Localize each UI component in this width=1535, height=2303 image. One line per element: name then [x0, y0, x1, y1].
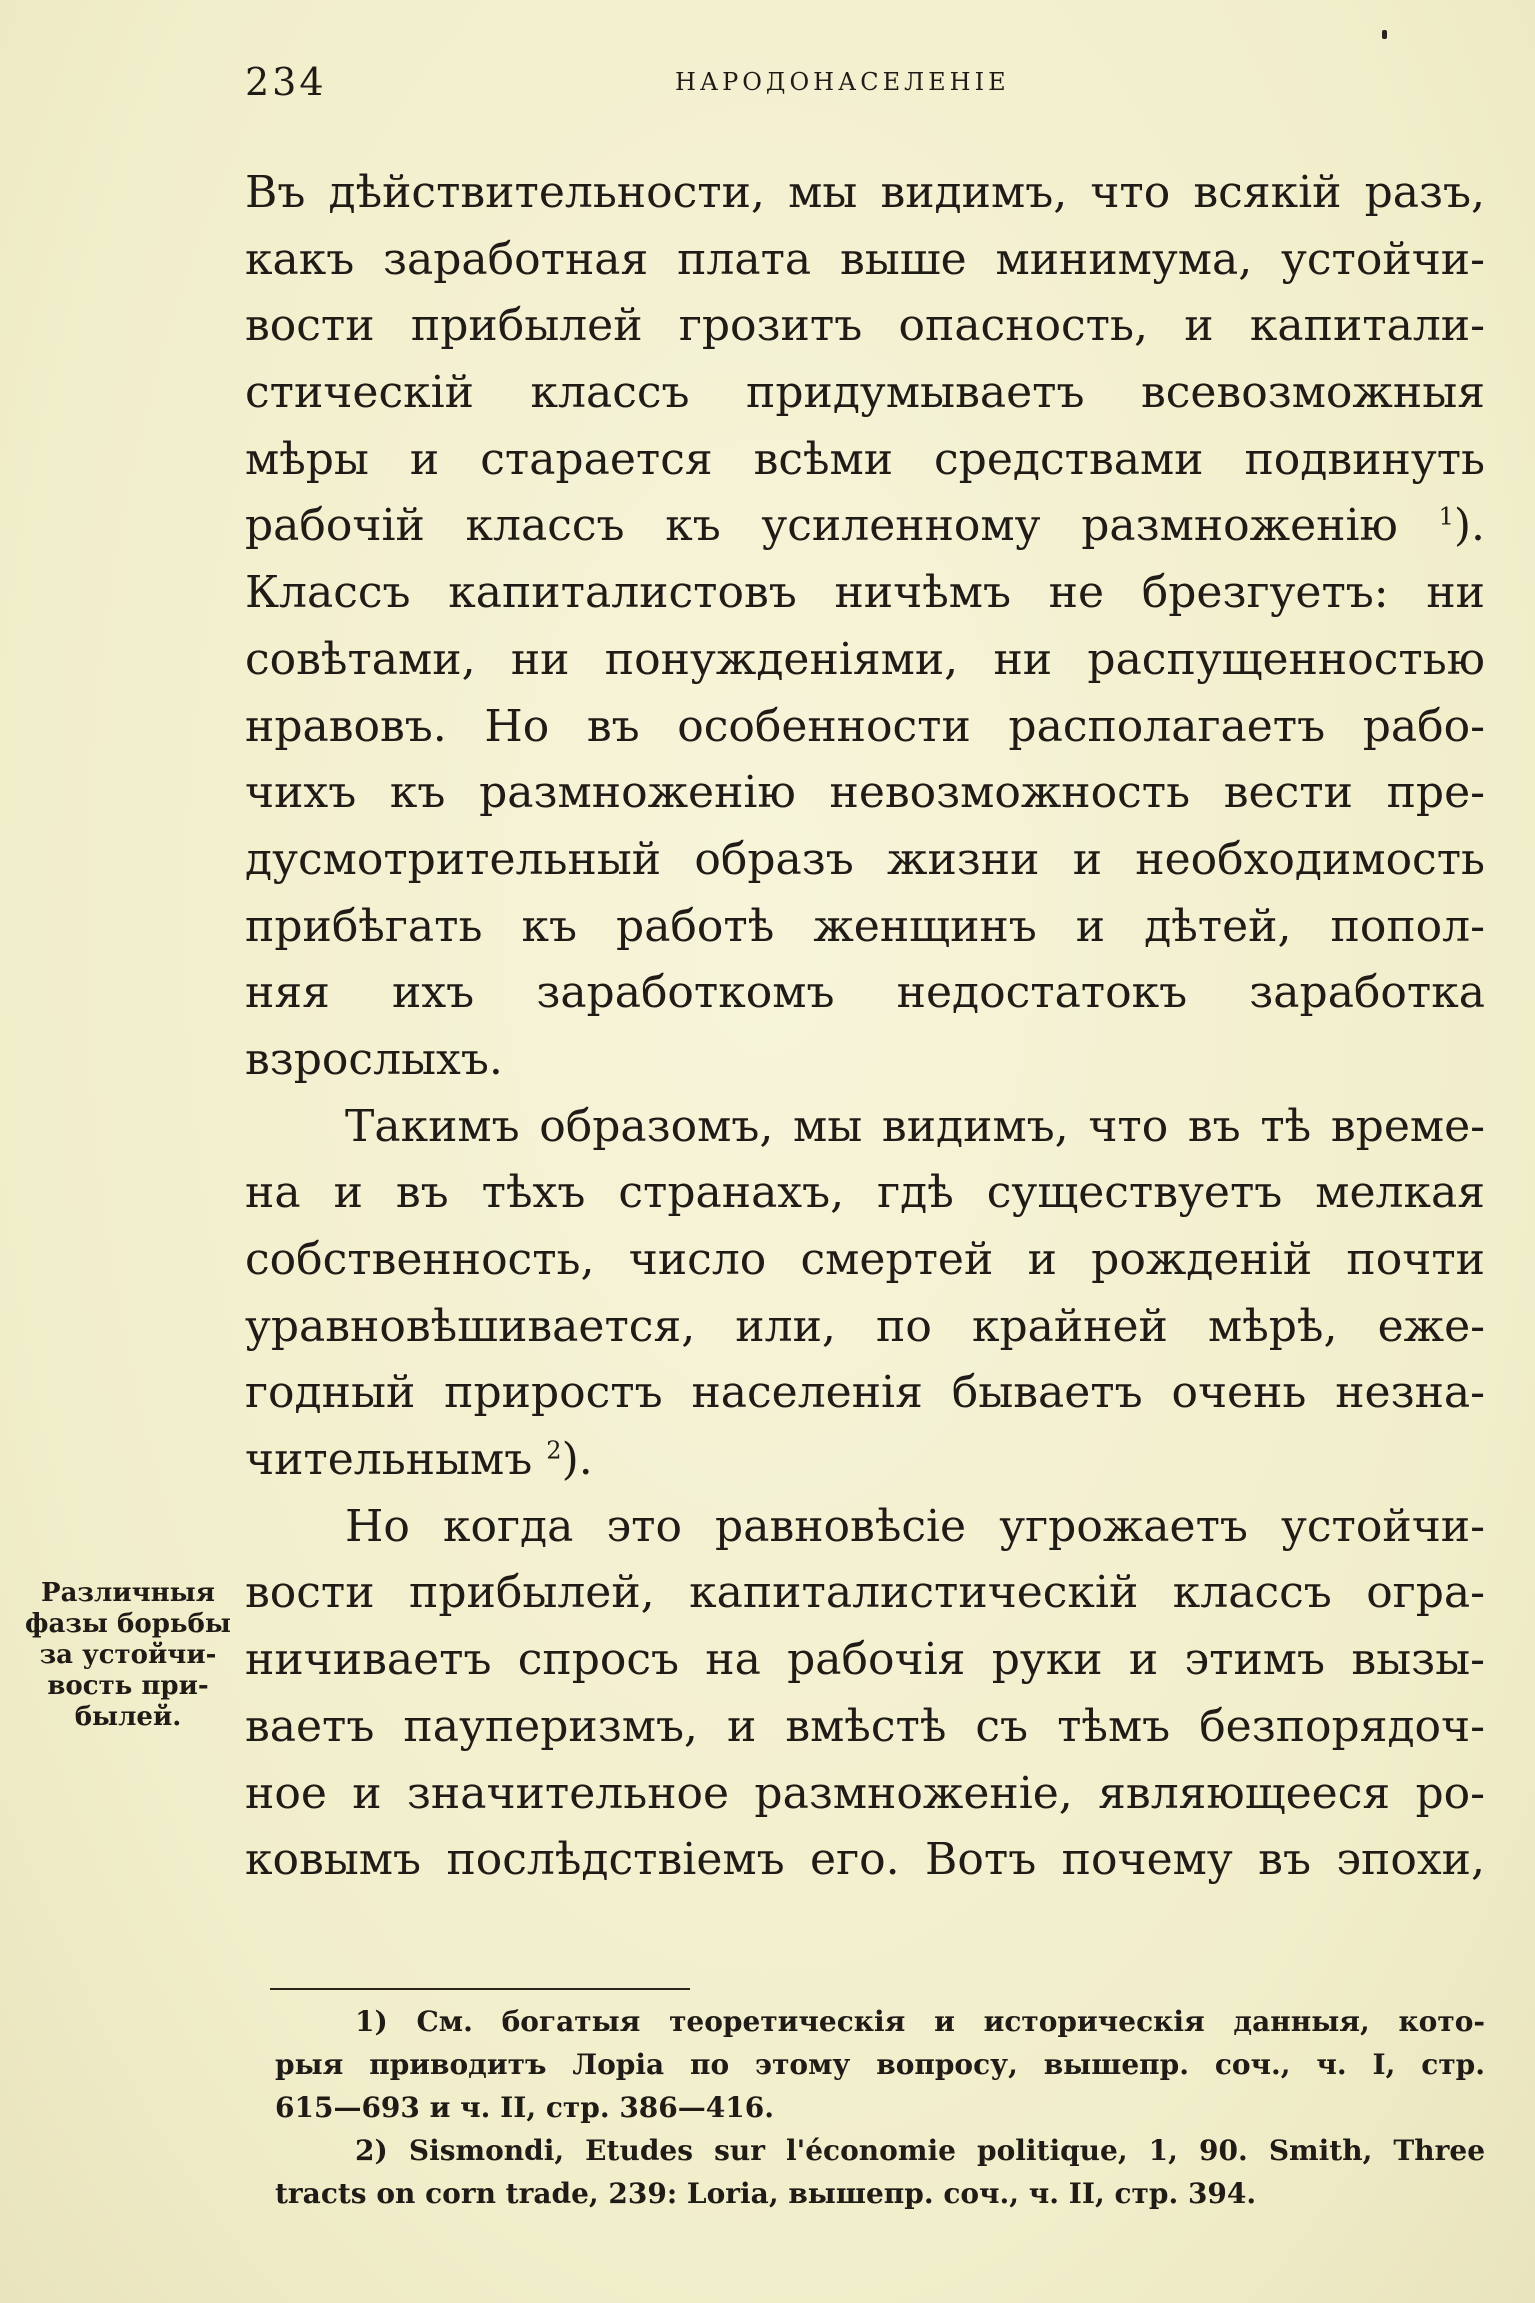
footnotes — [275, 2000, 1485, 2215]
footnote-ref[interactable]: 2 — [546, 1436, 562, 1465]
margin-note-line: вость при- — [47, 1671, 209, 1701]
footnote-divider — [270, 1988, 690, 1990]
text-line: на и въ тѣхъ странахъ, гдѣ существуетъ мелкая — [245, 1167, 1485, 1219]
text-line: вости прибылей, капиталистическій классъ огра- — [245, 1567, 1485, 1619]
text-line: Въ дѣйствительности, мы видимъ, что всякій разъ, — [245, 167, 1485, 218]
text-line: ное и значительное размноженіе, являющееся ро- — [245, 1767, 1485, 1819]
text-line: чихъ къ размноженію невозможность вести пре- — [245, 767, 1485, 819]
ink-speck — [1382, 30, 1387, 39]
margin-note-line: фазы борьбы — [25, 1609, 231, 1639]
text-line: няя ихъ заработкомъ недостатокъ заработка — [245, 967, 1485, 1019]
running-title: НАРОДОНАСЕЛЕНІЕ — [675, 68, 1010, 96]
footnote-marker: 1) — [355, 2005, 388, 2038]
footnote-line: tracts on corn trade, 239: Loria, вышепр. соч., ч. II, стр. 394. — [275, 2177, 1257, 2210]
text-line: взрослыхъ. — [245, 1033, 503, 1085]
footnote-ref-suffix: ). — [561, 1434, 593, 1486]
page-header — [245, 60, 1485, 120]
text-line: ваетъ пауперизмъ, и вмѣстѣ съ тѣмъ безпорядоч- — [245, 1700, 1485, 1752]
margin-note-line: за устойчи- — [39, 1640, 217, 1670]
footnote-line — [275, 2000, 1485, 2043]
footnote-line: рыя приводитъ Лоріа по этому вопросу, вышепр. соч., ч. I, стр. — [275, 2048, 1485, 2081]
body-text — [245, 160, 1485, 1894]
line-text: чительнымъ — [245, 1434, 533, 1486]
text-line: прибѣгать къ работѣ женщинъ и дѣтей, попол- — [245, 900, 1485, 952]
text-line: уравновѣшивается, или, по крайней мѣрѣ, еже- — [245, 1300, 1485, 1352]
page-number: 234 — [245, 60, 327, 104]
text-line: какъ заработная плата выше минимума, устойчи- — [245, 233, 1485, 285]
footnote-ref[interactable]: 1 — [1438, 502, 1454, 531]
line-text: рабочій классъ къ усиленному размноженію — [245, 500, 1398, 552]
footnote-line — [275, 2129, 1485, 2172]
text-line-with-footnote — [245, 493, 1485, 560]
margin-note — [8, 1578, 248, 1733]
footnote-text: Sismondi, Etudes sur l'économie politique, 1, 90. Smith, Three — [408, 2134, 1486, 2167]
footnote-marker: 2) — [355, 2134, 388, 2167]
text-line: вости прибылей грозитъ опасность, и капитали- — [245, 300, 1485, 352]
text-line: ничиваетъ спросъ на рабочія руки и этимъ вызы- — [245, 1634, 1485, 1686]
footnote-text: См. богатыя теоретическія и историческія данныя, кото- — [416, 2005, 1486, 2038]
text-line: годный приростъ населенія бываетъ очень незна- — [245, 1367, 1485, 1419]
text-line: ковымъ послѣдствіемъ его. Вотъ почему въ эпохи, — [245, 1834, 1485, 1886]
margin-note-line: Различныя — [41, 1578, 215, 1608]
text-line: совѣтами, ни понужденіями, ни распущенностью — [245, 633, 1485, 685]
text-line: дусмотрительный образъ жизни и необходимость — [245, 833, 1485, 885]
text-line: Но когда это равновѣсіе угрожаетъ устойчи- — [345, 1500, 1485, 1552]
text-line: стическій классъ придумываетъ всевозможныя — [245, 367, 1485, 419]
text-line-with-footnote — [245, 1427, 1485, 1494]
footnote-line: 615—693 и ч. II, стр. 386—416. — [275, 2091, 774, 2124]
text-line: Такимъ образомъ, мы видимъ, что въ тѣ време- — [345, 1100, 1485, 1152]
footnote-ref-suffix: ). — [1453, 500, 1485, 552]
margin-note-line: былей. — [74, 1702, 182, 1732]
text-line: Классъ капиталистовъ ничѣмъ не брезгуетъ: ни — [245, 567, 1485, 619]
text-line: собственность, число смертей и рожденій почти — [245, 1234, 1485, 1285]
text-line: мѣры и старается всѣми средствами подвинуть — [245, 433, 1485, 485]
text-line: нравовъ. Но въ особенности располагаетъ рабо- — [245, 700, 1485, 752]
